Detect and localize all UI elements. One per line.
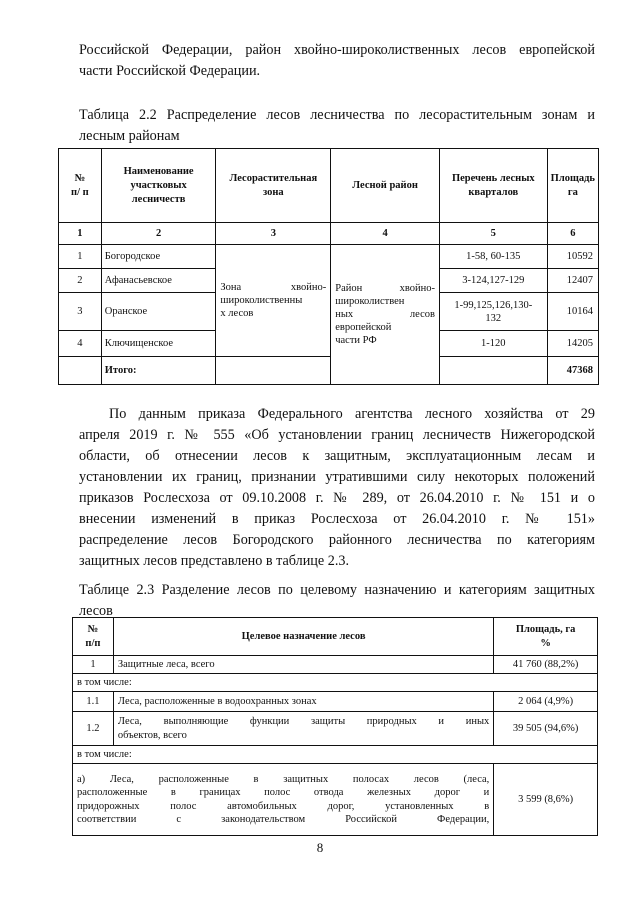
table-row bbox=[73, 656, 598, 674]
table-row bbox=[59, 245, 599, 269]
col-header-num: № п/п bbox=[73, 618, 114, 656]
text-line: внесении изменений в приказ Рослесхоза от 26.04.2010 г. № 151» bbox=[79, 511, 595, 527]
table-2-3 bbox=[72, 617, 598, 836]
row-num: 4 bbox=[59, 331, 102, 357]
quarters-cell: 1-58, 60-135 bbox=[439, 245, 547, 269]
table-row bbox=[73, 712, 598, 746]
total-zone-empty bbox=[216, 357, 331, 385]
area-cell: 2 064 (4,9%) bbox=[494, 692, 598, 712]
forest-district-cell: Район хвойно- широколиствен ных лесов европейской части РФ bbox=[331, 245, 440, 385]
area-cell: 14205 bbox=[547, 331, 598, 357]
header-row bbox=[73, 618, 598, 656]
text-line: Российской Федерации, район хвойно-широколиственных лесов европейской bbox=[79, 42, 595, 58]
subheading-row bbox=[73, 746, 598, 764]
total-num-empty bbox=[59, 357, 102, 385]
intro-paragraph bbox=[79, 40, 595, 82]
index-cell: 3 bbox=[216, 223, 331, 245]
including-label: в том числе: bbox=[73, 674, 598, 692]
table-2-3-caption bbox=[79, 580, 595, 622]
total-area: 47368 bbox=[547, 357, 598, 385]
index-row bbox=[59, 223, 599, 245]
index-cell: 6 bbox=[547, 223, 598, 245]
purpose-cell: а) Леса, расположенные в защитных полосах лесов (леса, расположенные в границах полос отвода железных дорог и придорожных полос автомобильных дорог, установленных в соответствии с законодательством Российской Федерации, bbox=[73, 764, 494, 836]
purpose-cell: Леса, выполняющие функции защиты природных и иных объектов, всего bbox=[113, 712, 493, 746]
row-num: 1 bbox=[73, 656, 114, 674]
total-row bbox=[59, 357, 599, 385]
table-2-2-caption bbox=[79, 105, 595, 147]
row-num: 3 bbox=[59, 293, 102, 331]
index-cell: 4 bbox=[331, 223, 440, 245]
purpose-cell: Защитные леса, всего bbox=[113, 656, 493, 674]
caption-line: Таблице 2.3 Разделение лесов по целевому назначению и категориям защитных bbox=[79, 582, 595, 598]
col-header-area: Площадь га bbox=[547, 149, 598, 223]
including-label: в том числе: bbox=[73, 746, 598, 764]
col-header-num: № п/ п bbox=[59, 149, 102, 223]
col-header-quarters: Перечень лесных кварталов bbox=[439, 149, 547, 223]
table-2-2 bbox=[58, 148, 599, 385]
area-cell: 10164 bbox=[547, 293, 598, 331]
page-number: 8 bbox=[316, 840, 324, 855]
quarters-cell: 3-124,127-129 bbox=[439, 269, 547, 293]
area-cell: 41 760 (88,2%) bbox=[494, 656, 598, 674]
area-cell: 3 599 (8,6%) bbox=[494, 764, 598, 836]
header-row bbox=[59, 149, 599, 223]
text-line: апреля 2019 г. № 555 «Об установлении границ лесничеств Нижегородской bbox=[79, 427, 595, 443]
quarters-cell: 1-120 bbox=[439, 331, 547, 357]
area-cell: 10592 bbox=[547, 245, 598, 269]
table-row bbox=[73, 764, 598, 836]
col-header-purpose: Целевое назначение лесов bbox=[113, 618, 493, 656]
forestry-name: Афанасьевское bbox=[101, 269, 216, 293]
text-line: установлении их границ, признании утратившими силу некоторых положений bbox=[79, 469, 595, 485]
body-paragraph bbox=[79, 404, 595, 572]
col-header-area: Площадь, га % bbox=[494, 618, 598, 656]
row-num: 2 bbox=[59, 269, 102, 293]
index-cell: 1 bbox=[59, 223, 102, 245]
index-cell: 5 bbox=[439, 223, 547, 245]
total-label: Итого: bbox=[101, 357, 216, 385]
text-line: части Российской Федерации. bbox=[79, 63, 261, 79]
forestry-name: Богородское bbox=[101, 245, 216, 269]
row-num: 1.1 bbox=[73, 692, 114, 712]
table-row bbox=[73, 692, 598, 712]
forest-zone-cell: Зона хвойно- широколиственны х лесов bbox=[216, 245, 331, 357]
forestry-name: Ключищенское bbox=[101, 331, 216, 357]
area-cell: 39 505 (94,6%) bbox=[494, 712, 598, 746]
caption-line: лесным районам bbox=[79, 128, 180, 144]
row-num: 1 bbox=[59, 245, 102, 269]
text-line: области, об отнесении лесов к защитным, эксплуатационным лесам и bbox=[79, 448, 595, 464]
purpose-cell: Леса, расположенные в водоохранных зонах bbox=[113, 692, 493, 712]
text-line: распределение лесов Богородского районного лесничества по категориям bbox=[79, 532, 595, 548]
area-cell: 12407 bbox=[547, 269, 598, 293]
col-header-district: Лесной район bbox=[331, 149, 440, 223]
col-header-name: Наименование участковых лесничеств bbox=[101, 149, 216, 223]
index-cell: 2 bbox=[101, 223, 216, 245]
col-header-zone: Лесорастительная зона bbox=[216, 149, 331, 223]
caption-line: лесов bbox=[79, 603, 113, 619]
quarters-cell: 1-99,125,126,130- 132 bbox=[439, 293, 547, 331]
text-line: По данным приказа Федерального агентства лесного хозяйства от 29 bbox=[109, 406, 595, 422]
row-num: 1.2 bbox=[73, 712, 114, 746]
subheading-row bbox=[73, 674, 598, 692]
text-line: приказов Рослесхоза от 09.10.2008 г. № 289, от 26.04.2010 г. № 151 и о bbox=[79, 490, 595, 506]
caption-line: Таблица 2.2 Распределение лесов лесничества по лесорастительным зонам и bbox=[79, 107, 595, 123]
forestry-name: Оранское bbox=[101, 293, 216, 331]
total-quarters-empty bbox=[439, 357, 547, 385]
text-line: защитных лесов представлено в таблице 2.3. bbox=[79, 553, 350, 569]
